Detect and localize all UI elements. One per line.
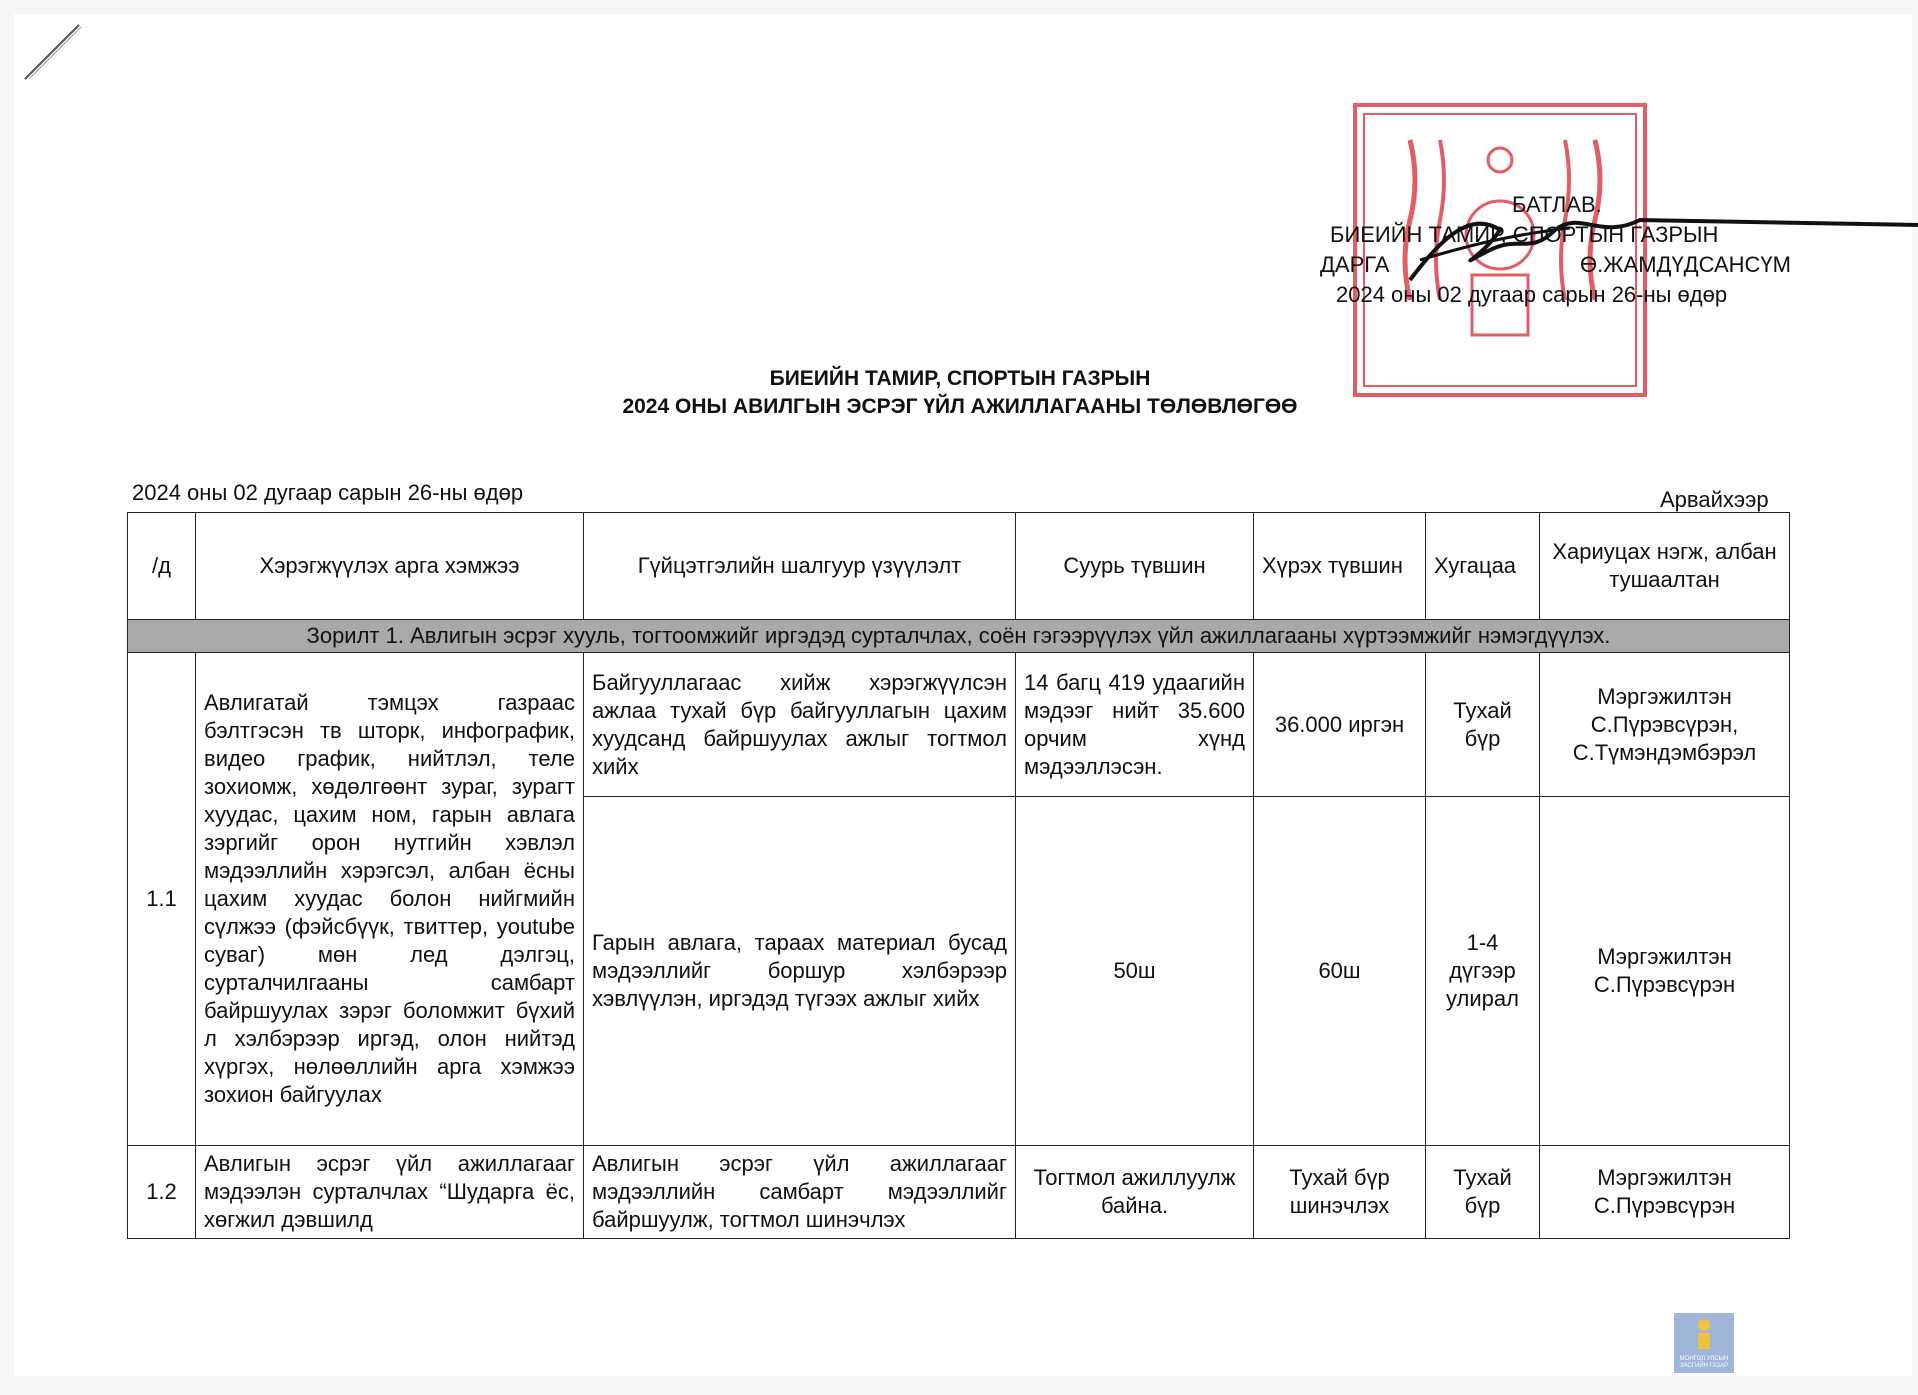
header-baseline: Суурь түвшин xyxy=(1016,513,1254,620)
row-action: Авлигын эсрэг үйл ажиллагааг мэдээлэн сурталчлах “Шударга ёс, хөгжил дэвшилд xyxy=(196,1146,584,1239)
row-target: Тухай бүр шинэчлэх xyxy=(1254,1146,1426,1239)
row-criteria: Гарын авлага, тараах материал бусад мэдээллийг боршур хэлбэрээр хэвлүүлэн, иргэдэд түгээх ажлыг хийх xyxy=(584,797,1016,1146)
row-target: 60ш xyxy=(1254,797,1426,1146)
document-place: Арвайхээр xyxy=(1660,487,1769,512)
government-emblem xyxy=(1674,1313,1734,1373)
row-action: Авлигатай тэмцэх газраас бэлтгэсэн тв шторк, инфографик, видео график, нийтлэл, теле зохиомж, хөдөлгөөнт зураг, зурагт хуудас, цахим ном, гарын авлага зэргийг орон нутгийн хэвлэл мэдээллийн хэрэгсэл, албан ёсны цахим хуудас болон нийгмийн сүлжээ (фэйсбүүк, твиттер, youtube суваг) мөн лед дэлгэц, сурталчилгааны самбарт байршуулах зэрэг боломжит бүхий л хэлбэрээр иргэд, олон нийтэд хүргэх, нөлөөллийн арга хэмжээ зохион байгуулах xyxy=(196,653,584,1146)
approval-date: 2024 оны 02 дугаар сарын 26-ны өдөр xyxy=(1336,282,1728,307)
row-number: 1.2 xyxy=(128,1146,196,1239)
table-row xyxy=(128,1146,1790,1239)
table-row xyxy=(128,653,1790,797)
row-baseline: Тогтмол ажиллуулж байна. xyxy=(1016,1146,1254,1239)
header-no: /д xyxy=(128,513,196,620)
approval-name: Ө.ЖАМДҮДСАНСҮМ xyxy=(1580,252,1791,277)
document-date: 2024 оны 02 дугаар сарын 26-ны өдөр xyxy=(132,480,524,505)
scan-mark xyxy=(22,22,82,82)
document-title-line2: 2024 ОНЫ АВИЛГЫН ЭСРЭГ ҮЙЛ АЖИЛЛАГААНЫ ТӨЛӨВЛӨГӨӨ xyxy=(622,395,1298,418)
row-baseline: 50ш xyxy=(1016,797,1254,1146)
row-responsible: Мэргэжилтэн С.Пүрэвсүрэн xyxy=(1540,797,1790,1146)
document-title xyxy=(560,365,1360,421)
row-number: 1.1 xyxy=(128,653,196,1146)
signature xyxy=(1380,200,1918,290)
header-responsible: Хариуцах нэгж, албан тушаалтан xyxy=(1540,513,1790,620)
soyombo-icon xyxy=(1674,1313,1734,1353)
emblem-text: МОНГОЛ УЛСЫН ЗАСГИЙН ГАЗАР xyxy=(1679,1356,1729,1369)
row-deadline: Тухай бүр xyxy=(1426,653,1540,797)
approval-title: БАТЛАВ. xyxy=(1512,192,1602,217)
goal-row xyxy=(128,620,1790,653)
header-deadline: Хугацаа xyxy=(1426,513,1540,620)
header-target: Хүрэх түвшин xyxy=(1254,513,1426,620)
header-action: Хэрэгжүүлэх арга хэмжээ xyxy=(196,513,584,620)
header-criteria: Гүйцэтгэлийн шалгуур үзүүлэлт xyxy=(584,513,1016,620)
row-criteria: Байгууллагаас хийж хэрэгжүүлсэн ажлаа тухай бүр байгууллагын цахим хуудсанд байршуулах ажлыг тогтмол хийх xyxy=(584,653,1016,797)
row-baseline: 14 багц 419 удаагийн мэдээг нийт 35.600 орчим хүнд мэдээллэсэн. xyxy=(1016,653,1254,797)
approval-role: ДАРГА xyxy=(1320,252,1390,277)
row-target: 36.000 иргэн xyxy=(1254,653,1426,797)
approval-organization: БИЕИЙН ТАМИР, СПОРТЫН ГАЗРЫН xyxy=(1330,222,1719,247)
row-deadline: Тухай бүр xyxy=(1426,1146,1540,1239)
document-title-line1: БИЕИЙН ТАМИР, СПОРТЫН ГАЗРЫН xyxy=(769,367,1151,390)
goal-text: Зорилт 1. Авлигын эсрэг хууль, тогтоомжийг иргэдэд сурталчлах, соён гэгээрүүлэх үйл ажиллагааны хүртээмжийг нэмэгдүүлэх. xyxy=(128,620,1790,653)
table-header-row xyxy=(128,513,1790,620)
plan-table xyxy=(127,512,1790,1239)
row-responsible: Мэргэжилтэн С.Пүрэвсүрэн xyxy=(1540,1146,1790,1239)
row-responsible: Мэргэжилтэн С.Пүрэвсүрэн, С.Түмэндэмбэрэл xyxy=(1540,653,1790,797)
row-deadline: 1-4 дүгээр улирал xyxy=(1426,797,1540,1146)
row-criteria: Авлигын эсрэг үйл ажиллагааг мэдээллийн самбарт мэдээллийг байршуулж, тогтмол шинэчлэх xyxy=(584,1146,1016,1239)
